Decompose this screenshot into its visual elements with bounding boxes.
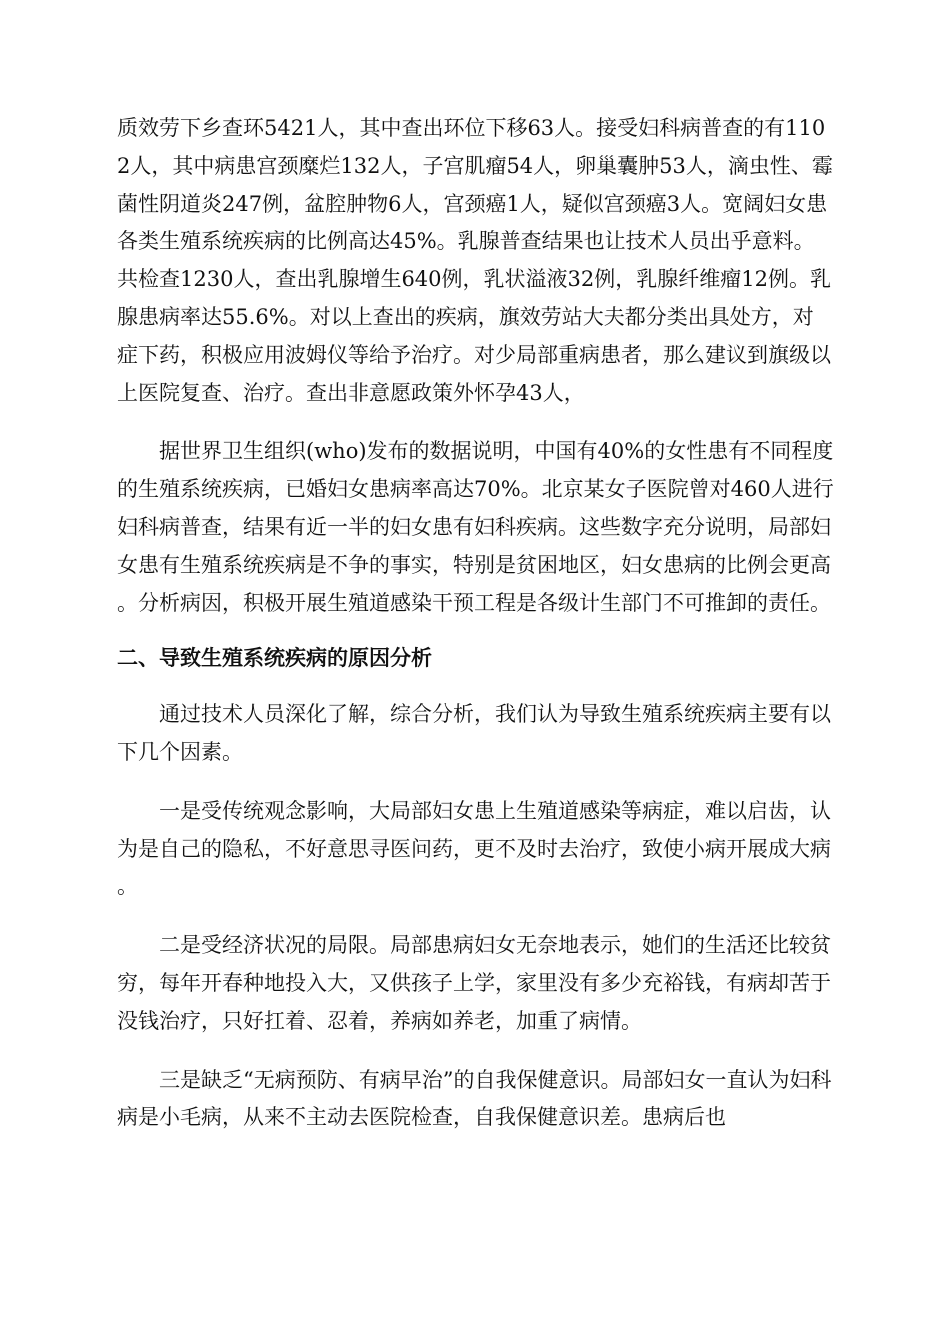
paragraph-factor-two: 二是受经济状况的局限。局部患病妇女无奈地表示，她们的生活还比较贫穷，每年开春种地投入大，又供孩子上学，家里没有多少充裕钱，有病却苦于没钱治疗，只好扛着、忍着，养病如养老，加重了病情。 [117, 933, 831, 1033]
paragraph-analysis-intro: 通过技术人员深化了解，综合分析，我们认为导致生殖系统疾病主要有以下几个因素。 [117, 702, 831, 764]
document-body [117, 110, 834, 1137]
section-heading: 二、导致生殖系统疾病的原因分析 [117, 646, 432, 671]
paragraph-survey-results: 质效劳下乡查环5421人，其中查出环位下移63人。接受妇科病普查的有1102人，其中病患宫颈糜烂132人，子宫肌瘤54人，卵巢囊肿53人，滴虫性、霉菌性阴道炎247例，盆腔肿物6人，宫颈癌1人，疑似宫颈癌3人。宽阔妇女患各类生殖系统疾病的比例高达45%。乳腺普查结果也让技术人员出乎意料。共检查1230人，查出乳腺增生640例，乳状溢液32例，乳腺纤维瘤12例。乳腺患病率达55.6%。对以上查出的疾病，旗效劳站大夫都分类出具处方，对症下药，积极应用波姆仪等给予治疗。对少局部重病患者，那么建议到旗级以上医院复查、治疗。查出非意愿政策外怀孕43人， [117, 116, 833, 405]
paragraph-factor-one: 一是受传统观念影响，大局部妇女患上生殖道感染等病症，难以启齿，认为是自己的隐私，不好意思寻医问药，更不及时去治疗，致使小病开展成大病。 [117, 798, 831, 899]
paragraph-factor-three: 三是缺乏“无病预防、有病早治”的自我保健意识。局部妇女一直认为妇科病是小毛病，从来不主动去医院检查，自我保健意识差。患病后也 [117, 1067, 832, 1130]
paragraph-who-data: 据世界卫生组织(who)发布的数据说明，中国有40%的女性患有不同程度的生殖系统疾病，已婚妇女患病率高达70%。北京某女子医院曾对460人进行妇科病普查，结果有近一半的妇女患有妇科疾病。这些数字充分说明，局部妇女患有生殖系统疾病是不争的事实，特别是贫困地区，妇女患病的比例会更高。分析病因，积极开展生殖道感染干预工程是各级计生部门不可推卸的责任。 [117, 439, 834, 615]
